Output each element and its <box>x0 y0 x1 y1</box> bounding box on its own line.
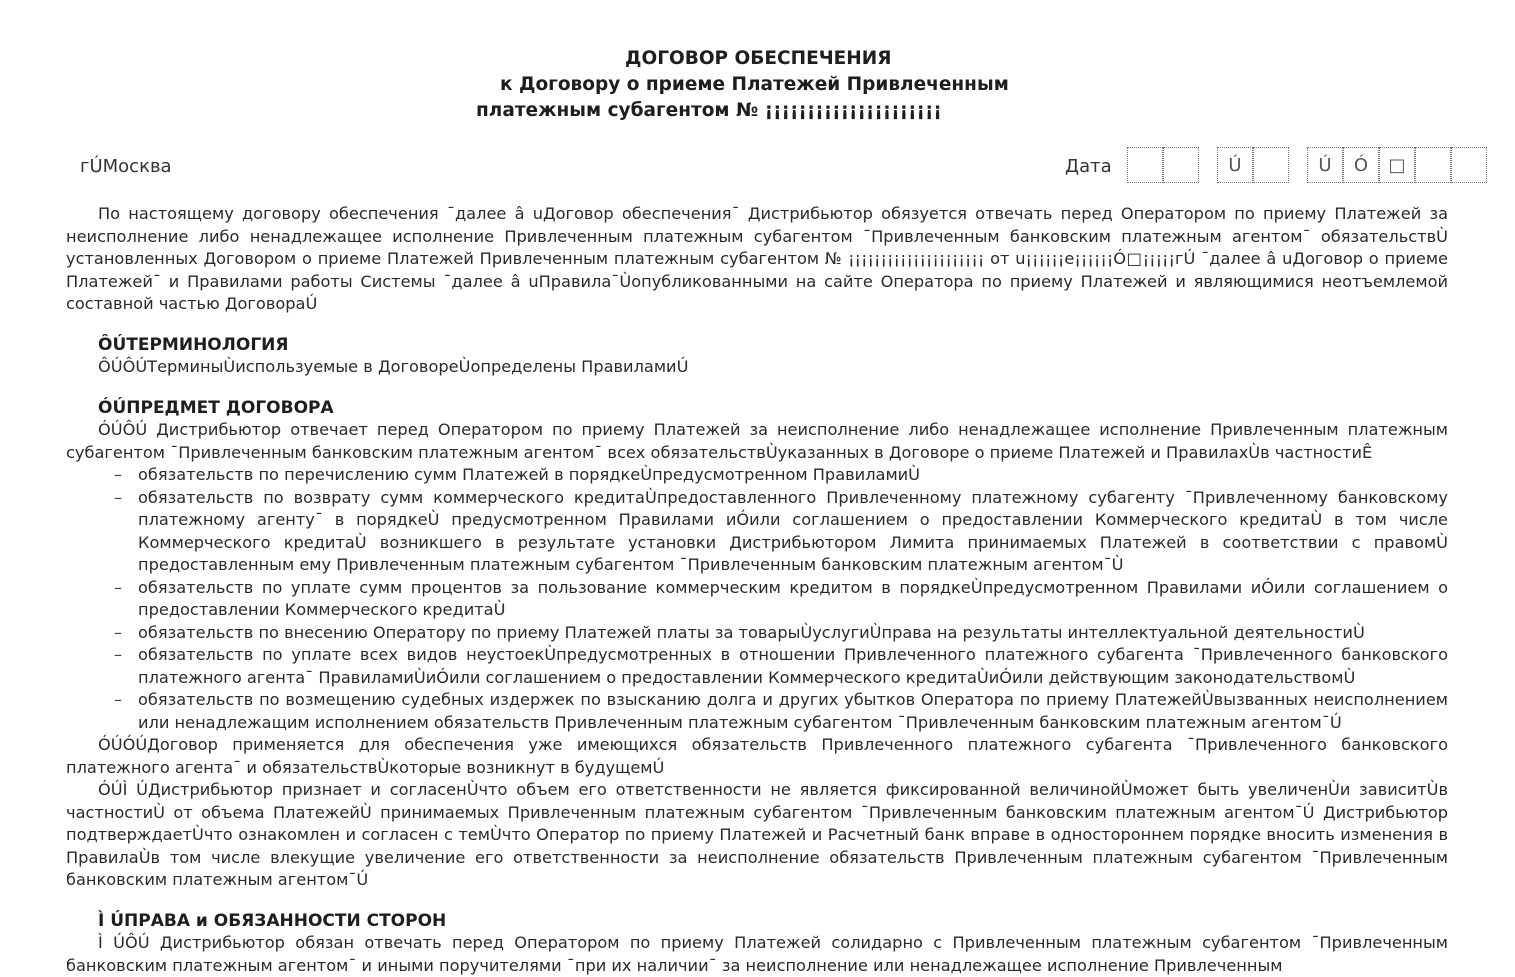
section-heading-rights: Ì ÚПРАВА и ОБЯЗАННОСТИ СТОРОН <box>98 910 447 931</box>
section-heading-terminology: ÔÚТЕРМИНОЛОГИЯ <box>98 334 289 355</box>
list-item: – обязательств по перечислению сумм Платежей в порядкеÙпредусмотренном ПравиламиÙ <box>138 464 1448 487</box>
clause-2-1: ÓÚÔÚ Дистрибьютор отвечает перед Оператором по приему Платежей за неисполнение либо ненадлежащее исполнение Привлеченным платежным субагентом ¯Привлеченным банковским платежным агентом¯ всех обязательствÙуказанных в Договоре о приеме Платежей и ПравилахÙв частностиÊ <box>66 420 1448 462</box>
city-label: гÚМосква <box>80 156 172 177</box>
list-item: – обязательств по уплате сумм процентов за пользование коммерческим кредитом в порядкеÙпредусмотренном Правилами иÓили соглашением о предоставлении Коммерческого кредитаÙ <box>138 577 1448 622</box>
date-box[interactable]: Ú <box>1307 147 1343 183</box>
title-line-3: платежным субагентом № ¡¡¡¡¡¡¡¡¡¡¡¡¡¡¡¡¡¡¡¡¡ <box>476 100 942 121</box>
document-body <box>66 203 1448 977</box>
obligations-list <box>66 464 1448 734</box>
date-box[interactable]: □ <box>1379 147 1415 183</box>
date-box[interactable] <box>1415 147 1451 183</box>
date-box[interactable]: Ú <box>1217 147 1253 183</box>
date-box[interactable] <box>1253 147 1289 183</box>
clause-2-2: ÓÚÓÚДоговор применяется для обеспечения уже имеющихся обязательств Привлеченного платежного субагента ¯Привлеченного банковского платежного агента¯ и обязательствÙкоторые возникнут в будущемÚ <box>66 735 1448 777</box>
date-separator <box>1199 147 1217 185</box>
clause-3-1: Ì ÚÔÚ Дистрибьютор обязан отвечать перед Оператором по приему Платежей солидарно с Привлеченным платежным субагентом ¯Привлеченным банковским платежным агентом¯ и иными поручителями ¯при их наличии¯ за неисполнение или ненадлежащее исполнение Привлеченным <box>66 933 1448 975</box>
section-heading-subject: ÓÚПРЕДМЕТ ДОГОВОРА <box>98 397 334 418</box>
list-item: – обязательств по возврату сумм коммерческого кредитаÙпредоставленного Привлеченному платежному субагенту ¯Привлеченному банковскому платежному агенту¯ в порядкеÙ предусмотренном Правилами иÓили соглашением о предоставлении Коммерческого кредитаÙ в том числе Коммерческого кредитаÙ возникшего в результате установки Дистрибьютором Лимита принимаемых Платежей в соответствии с правомÙ предоставленным ему Привлеченным платежным субагентом ¯Привлеченным банковским платежным агентом¯Ù <box>138 487 1448 577</box>
intro-paragraph: По настоящему договору обеспечения ¯далее â uДоговор обеспечения¯ Дистрибьютор обязуется отвечать перед Оператором по приему Платежей за неисполнение либо ненадлежащее исполнение Привлеченным платежным субагентом ¯Привлеченным банковским платежным агентом¯ обязательствÙ установленных Договором о приеме Платежей Привлеченным платежным субагентом № ¡¡¡¡¡¡¡¡¡¡¡¡¡¡¡¡¡¡¡¡¡ от u¡¡¡¡¡¡e¡¡¡¡¡¡Ó□¡¡¡¡¡гÚ ¯далее â uДоговор о приеме Платежей¯ и Правилами работы Системы ¯далее â uПравила¯Ùопубликованными на сайте Оператора по приему Платежей и являющимися неотъемлемой составной частью ДоговораÚ <box>66 204 1448 313</box>
date-box[interactable] <box>1451 147 1487 183</box>
date-box[interactable]: Ó <box>1343 147 1379 183</box>
date-separator <box>1289 147 1307 185</box>
date-label: Дата <box>1065 156 1112 177</box>
list-item: – обязательств по возмещению судебных издержек по взысканию долга и других убытков Оператора по приему ПлатежейÙвызванных неисполнением или ненадлежащим исполнением обязательств Привлеченным платежным субагентом ¯Привлеченным банковским платежным агентом¯Ú <box>138 689 1448 734</box>
date-box[interactable] <box>1127 147 1163 183</box>
list-item: – обязательств по уплате всех видов неустоекÙпредусмотренных в отношении Привлеченного платежного субагента ¯Привлеченного банковского платежного агента¯ ПравиламиÙиÓили соглашением о предоставлении Коммерческого кредитаÙиÓили действующим законодательствомÙ <box>138 644 1448 689</box>
list-item: – обязательств по внесению Оператору по приему Платежей платы за товарыÙуслугиÙправа на результаты интеллектуальной деятельностиÙ <box>138 622 1448 645</box>
date-box[interactable] <box>1163 147 1199 183</box>
title-line-1: ДОГОВОР ОБЕСПЕЧЕНИЯ <box>625 48 892 69</box>
title-line-2: к Договору о приеме Платежей Привлеченным <box>500 74 1009 95</box>
clause-1-1: ÔÚÔÚТерминыÙиспользуемые в ДоговореÙопределены ПравиламиÚ <box>98 357 689 376</box>
clause-2-3: ÓÚÌ ÚДистрибьютор признает и согласенÙчто объем его ответственности не является фиксированной величинойÙможет быть увеличенÙи зависитÙв частностиÙ от объема ПлатежейÙ принимаемых Привлеченным платежным субагентом ¯Привлеченным банковским платежным агентом¯Ú Дистрибьютор подтверждаетÙчто ознакомлен и согласен с темÙчто Оператор по приему Платежей и Расчетный банк вправе в одностороннем порядке вносить изменения в ПравилаÙв том числе влекущие увеличение его ответственности за неисполнение обязательств Привлеченным платежным субагентом ¯Привлеченным банковским платежным агентом¯Ú <box>66 780 1448 889</box>
date-field[interactable] <box>1127 147 1487 185</box>
